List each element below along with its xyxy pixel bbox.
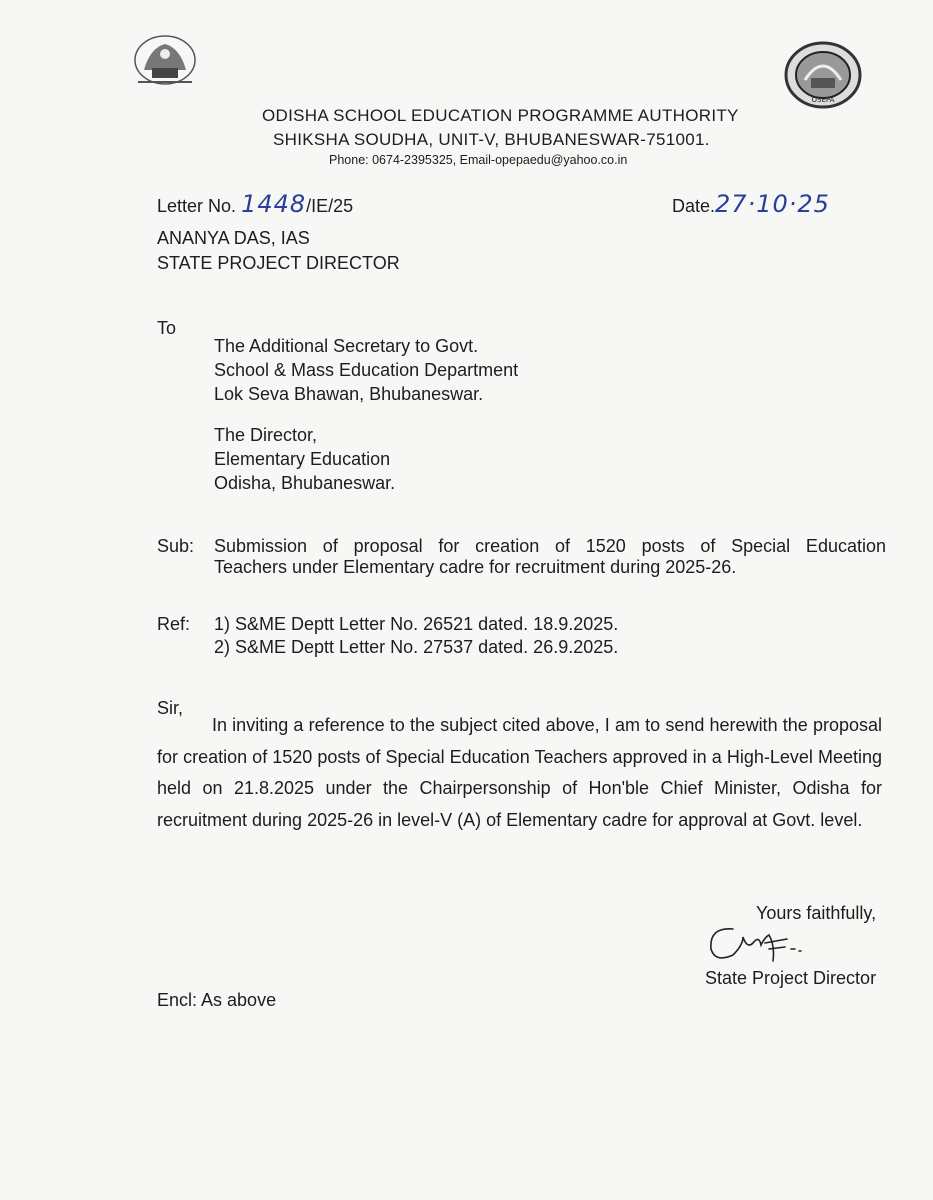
letter-number-suffix: /IE/25 [306,196,354,216]
letter-date-line [672,190,830,218]
letter-number-handwritten: 1448 [241,190,307,218]
letter-number-line [157,190,353,218]
body-paragraph [157,710,882,836]
org-address: SHIKSHA SOUDHA, UNIT-V, BHUBANESWAR-751001. [273,130,710,149]
recipient-1-line-1: The Additional Secretary to Govt. [214,336,479,356]
osepa-seal-icon [783,40,863,110]
reference-item-2: 2) S&ME Deptt Letter No. 27537 dated. 26.9.2025. [214,637,619,657]
signature-icon [703,915,813,967]
date-label: Date. [672,196,716,216]
seal-text: OSEPA [811,96,835,104]
org-contact: Phone: 0674-2395325, Email-opepaedu@yahoo.co.in [329,153,628,167]
date-handwritten: 27·10·25 [715,190,830,218]
salutation: Sir, [157,698,184,718]
body-text: In inviting a reference to the subject cited above, I am to send herewith the proposal for creation of 1520 posts of Special Education Teachers approved in a High-Level Meeting held on 21.8.2025 under the Chairpersonship of Hon'ble Chief Minister, Odisha for recruitment during 2025-26 in level-V (A) of Elementary cadre for approval at Govt. level. [157,715,882,830]
state-emblem-icon [130,30,200,88]
org-name: ODISHA SCHOOL EDUCATION PROGRAMME AUTHORITY [262,106,739,125]
yours-faithfully: Yours faithfully, [756,903,877,923]
reference-item-1: 1) S&ME Deptt Letter No. 26521 dated. 18.9.2025. [214,614,619,634]
reference-label: Ref: [157,614,191,634]
signatory-designation: State Project Director [705,968,877,988]
recipient-1-line-3: Lok Seva Bhawan, Bhubaneswar. [214,384,484,404]
recipient-1-line-2: School & Mass Education Department [214,360,519,380]
subject-label: Sub: [157,536,195,556]
recipient-2-line-3: Odisha, Bhubaneswar. [214,473,396,493]
recipient-2-line-2: Elementary Education [214,449,391,469]
sender-title: STATE PROJECT DIRECTOR [157,253,400,273]
sender-name: ANANYA DAS, IAS [157,228,310,248]
to-label: To [157,318,177,338]
recipient-2-line-1: The Director, [214,425,318,445]
letter-number-prefix: Letter No. [157,196,237,216]
subject-line-2: Teachers under Elementary cadre for recruitment during 2025-26. [214,557,737,577]
subject-line-1: Submission of proposal for creation of 1520 posts of Special Education [214,536,886,556]
enclosure: Encl: As above [157,990,277,1010]
